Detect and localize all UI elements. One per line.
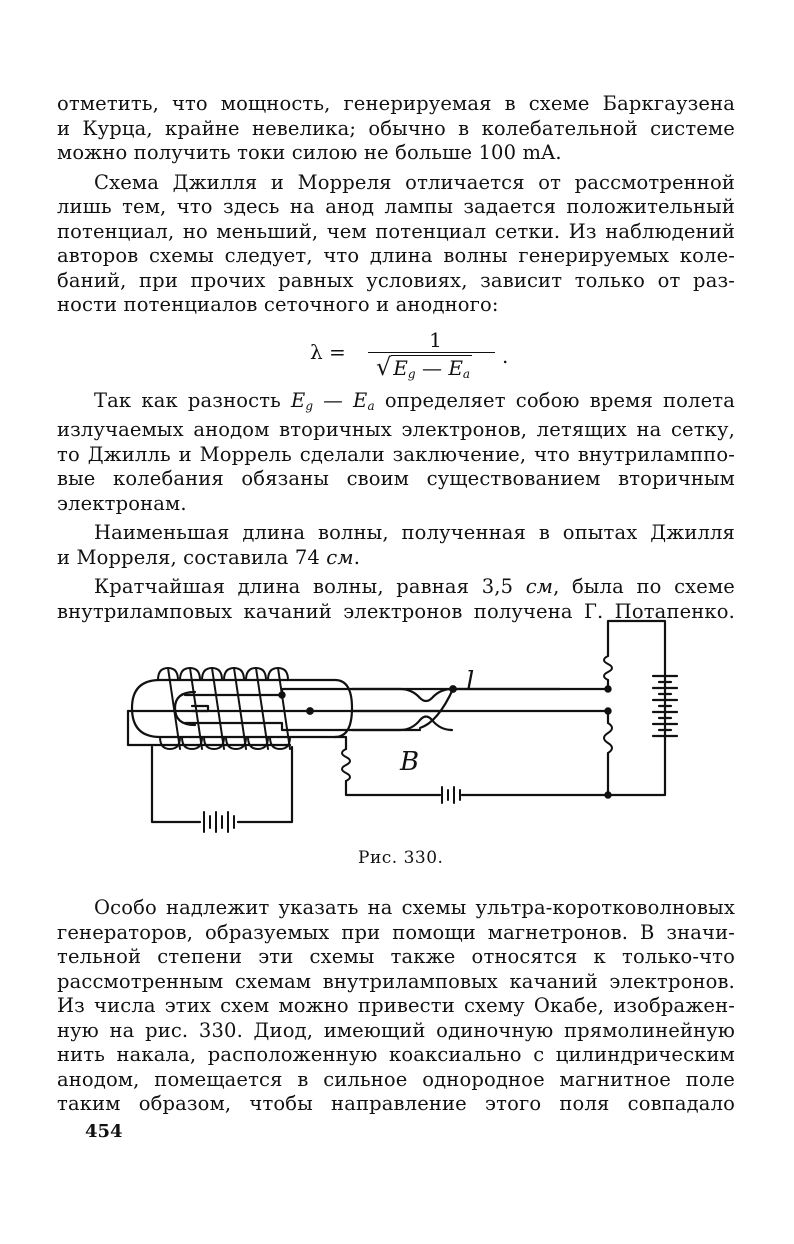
text-block-bottom	[57, 896, 735, 1117]
paragraph-secondary-electrons	[57, 389, 735, 517]
battery-icon	[204, 812, 234, 832]
wavelength-formula	[310, 328, 510, 388]
text-line	[57, 389, 735, 419]
minus-sign: —	[415, 356, 449, 380]
anode-cylinder	[175, 692, 208, 725]
lower-choke-icon	[604, 723, 612, 753]
text-line: ную на рис. 330. Диод, имеющий одиночную прямолинейную	[57, 1018, 735, 1042]
text-fragment: .	[353, 545, 361, 569]
text-fragment: , была по схеме	[553, 575, 735, 598]
sqrt-icon: √	[376, 353, 392, 381]
junction-dot	[450, 686, 456, 692]
text-line: отметить, что мощность, генерируемая в схеме Баркгаузена	[57, 92, 735, 115]
text-line: и Курца, крайне невелика; обычно в колебательной системе	[57, 116, 735, 140]
paragraph-shortest-gill	[57, 521, 735, 570]
okabe-magnetron-circuit-diagram	[120, 612, 680, 842]
symbol-e: E	[448, 356, 463, 380]
text-line: Наименьшая длина волны, полученная в опытах Джилля	[94, 521, 735, 544]
numerator: 1	[429, 328, 442, 352]
symbol-e: E	[353, 388, 368, 412]
upper-choke-wire	[608, 621, 665, 689]
lecher-wire-lower	[352, 717, 452, 731]
text-line: Схема Джилля и Морреля отличается от рассмотренной	[94, 170, 735, 194]
text-line: тельной степени эти схемы также относятся к только-что	[57, 945, 735, 968]
text-line: таким образом, чтобы направление этого поля совпадало	[57, 1092, 735, 1115]
minus-sign: —	[313, 388, 354, 412]
text-line: электронам.	[57, 491, 187, 515]
text-line: баний, при прочих равных условиях, зависит только от раз-	[57, 268, 735, 292]
text-fragment: определяет собою время полета	[374, 388, 735, 412]
junction-dot	[605, 792, 610, 797]
text-line: лишь тем, что здесь на анод лампы задается положительный	[57, 195, 735, 218]
text-fragment: Кратчайшая длина волны, равная 3,5	[94, 575, 526, 598]
text-line: анодом, помещается в сильное однородное магнитное поле	[57, 1067, 735, 1091]
text-fragment: Так как разность	[94, 388, 291, 412]
unit-cm: см	[525, 575, 554, 598]
subscript-g: g	[407, 367, 416, 381]
lambda-lhs: λ =	[310, 340, 346, 364]
text-fragment: и Морреля, составила 74	[57, 545, 327, 569]
text-line: авторов схемы следует, что длина волны генерируемых коле-	[57, 244, 735, 267]
text-line: можно получить токи силою не больше 100 mA.	[57, 141, 562, 164]
text-line: то Джилль и Моррель сделали заключение, что внутриламппо-	[57, 442, 735, 466]
text-line: потенциал, но меньший, чем потенциал сетки. Из наблюдений	[57, 219, 735, 243]
upper-choke-icon	[604, 656, 612, 680]
subscript-a: a	[367, 398, 375, 413]
choke-coil-icon	[342, 749, 350, 781]
text-line	[57, 546, 735, 571]
anode-battery-icon	[653, 676, 677, 736]
symbol-e: E	[290, 388, 306, 412]
text-line: Из числа этих схем можно привести схему Окабе, изображен-	[57, 994, 735, 1017]
text-line: излучаемых анодом вторичных электронов, летящих на сетку,	[57, 418, 735, 441]
text-line: внутриламповых качаний электронов получена Г. Потапенко.	[57, 599, 735, 623]
junction-dot	[605, 686, 610, 691]
inline-formula	[291, 389, 375, 412]
label-l: l	[466, 667, 475, 697]
text-line: ности потенциалов сеточного и анодного:	[57, 293, 499, 316]
junction-dot	[307, 708, 313, 714]
denominator	[368, 353, 503, 388]
junction-dot	[605, 708, 610, 713]
label-b: B	[400, 747, 420, 777]
lecher-wire-upper	[352, 689, 608, 701]
text-line	[57, 575, 735, 600]
coil-supply-wire	[152, 747, 292, 822]
formula-period: .	[502, 344, 509, 368]
text-line: нить накала, расположенную коаксиально с цилиндрическим	[57, 1043, 735, 1066]
subscript-a: a	[462, 367, 471, 381]
text-line: рассмотренным схемам внутриламповых качаний электронов.	[57, 969, 735, 993]
page-number: 454	[85, 1121, 123, 1142]
paragraph-power	[57, 92, 735, 166]
subscript-g: g	[305, 398, 314, 413]
unit-cm: см	[326, 545, 354, 569]
battery-small-icon	[442, 787, 460, 803]
fraction	[368, 328, 503, 388]
paragraph-gill-morrell	[57, 171, 735, 318]
radicand	[391, 355, 472, 380]
text-line: генераторов, образуемых при помощи магнетронов. В значи-	[57, 920, 735, 944]
text-line: Особо надлежит указать на схемы ультра-коротковолновых	[94, 896, 735, 919]
text-line: вые колебания обязаны своим существованием вторичным	[57, 467, 735, 490]
symbol-e: E	[393, 356, 408, 380]
choke-left-wire	[335, 737, 346, 749]
bottom-wire	[346, 781, 608, 795]
figure-caption: Рис. 330.	[358, 848, 444, 868]
